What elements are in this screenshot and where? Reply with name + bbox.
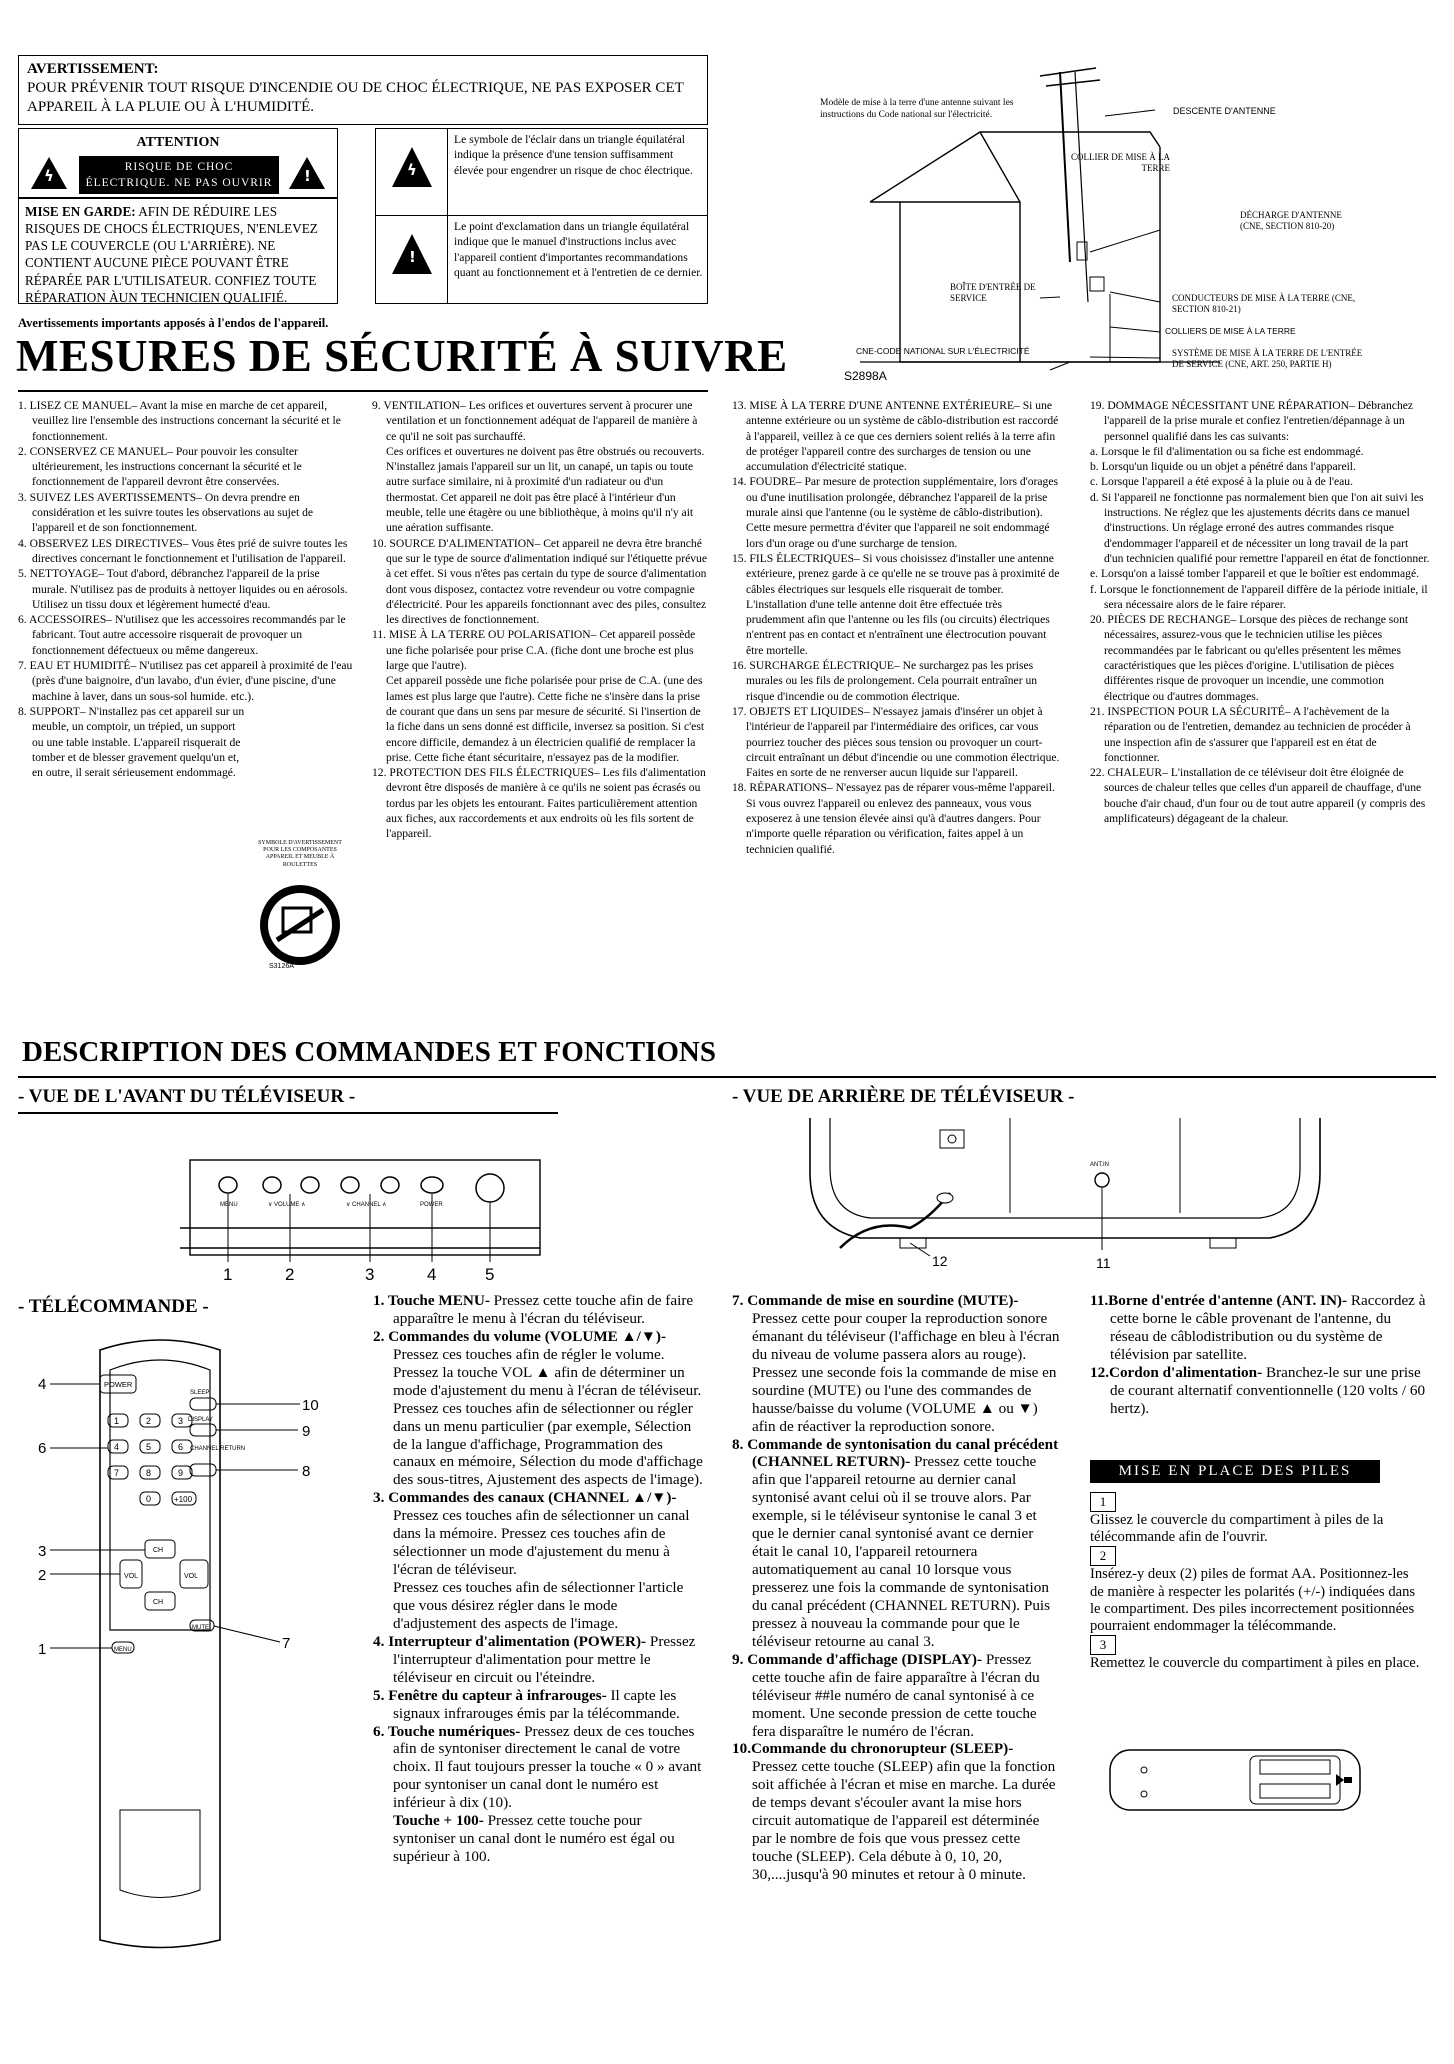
- safety-subitem: f. Lorsque le fonctionnement de l'appareil diffère de la période initiale, il sera nécessaire alors de le faire réparer.: [1090, 582, 1428, 611]
- step-2-text: Insérez-y deux (2) piles de format AA. Positionnez-les de manière à respecter les polarités (+/-) indiquées dans le compartiment. Des piles incorrectement positionnées pourraient endommager la télécommande.: [1090, 1566, 1416, 1635]
- callout-1: 1: [223, 1265, 233, 1284]
- symbols-box: [375, 128, 708, 304]
- callout-4: 4: [427, 1265, 437, 1284]
- item-title: 5. Fenêtre du capteur à infrarouges-: [373, 1686, 607, 1704]
- item-title: 1. Touche MENU-: [373, 1292, 490, 1309]
- safety-subitem: b. Lorsqu'un liquide ou un objet a pénétré dans l'appareil.: [1090, 460, 1356, 474]
- remote-sleep-button[interactable]: [190, 1398, 216, 1410]
- safety-column-3: [732, 398, 1062, 857]
- item-desc: Pressez cette touche pour syntoniser un canal dont le numéro est égal ou supérieur à 100.: [393, 1812, 675, 1866]
- safety-column-4: [1090, 398, 1430, 826]
- mise-en-garde: [25, 203, 331, 306]
- ant-in-jack[interactable]: [1095, 1173, 1109, 1187]
- remote-power-label: POWER: [104, 1380, 133, 1389]
- remote-control-diagram: [30, 1330, 350, 1960]
- key-2: 2: [146, 1416, 152, 1426]
- volume-down-button[interactable]: [263, 1177, 281, 1193]
- conducteurs-text: CONDUCTEURS DE MISE À LA TERRE (CNE, SECTION 810-21): [1172, 293, 1356, 314]
- safety-subitem: d. Si l'appareil ne fonctionne pas normalement bien que l'on ait suivi les instructions. Ne réglez que les ajustements décrits dans ce manuel d'instructions. Un réglage erroné des autres commandes risque d'endommager l'appareil et de nécessiter un long travail de la part d'un technicien qualifié pour remettre l'appareil en état de fonctionner.: [1090, 490, 1430, 565]
- safety-item: 14. FOUDRE– Par mesure de protection supplémentaire, lors d'orages ou d'une inutilisation prolongée, débranchez l'appareil de la prise murale ainsi que l'antenne (ou le système de câblo-distribution). Cette mesure permettra d'éviter que l'appareil ne soit endommagé lors d'un orage ou d'une surcharge de tension.: [732, 475, 1058, 550]
- remote-callout-9: 9: [302, 1423, 311, 1440]
- menu-button[interactable]: [219, 1177, 237, 1193]
- endos-note: Avertissements importants apposés à l'endos de l'appareil.: [18, 316, 329, 330]
- callout-11: 11: [1096, 1255, 1111, 1271]
- channel-down-button[interactable]: [341, 1177, 359, 1193]
- ir-sensor-icon: [476, 1174, 504, 1202]
- systeme-text: SYSTÈME DE MISE À LA TERRE DE L'ENTRÉE DE SERVICE (CNE, ART. 250, PARTIE H): [1172, 348, 1363, 369]
- key-1: 1: [114, 1416, 120, 1426]
- functions-column-3: [1090, 1292, 1430, 1418]
- functions-column-2: [732, 1292, 1062, 1884]
- boite-text: BOÎTE D'ENTRÉE DE SERVICE: [950, 282, 1036, 303]
- safety-item: 12. PROTECTION DES FILS ÉLECTRIQUES– Les fils d'alimentation devront être disposés de manière à ce qu'ils ne soient pas écrasés ou tordus par les objets les entourant. Faites particulièrement attention aux fiches, aux raccordements et aux endroits où les fils sortent de l'appareil.: [372, 766, 706, 841]
- tv-front-panel: [180, 1150, 560, 1300]
- item-desc: Pressez cette pour couper la reproduction sonore émanant du téléviseur (l'affichage en bleu à l'écran du niveau de volume passera alors au rouge). Pressez une seconde fois la commande de mise en sourdine (MUTE) ou l'une des commandes de hausse/baisse du volume (VOLUME ▲ ou ▼) afin de réactiver la reproduction sonore.: [752, 1309, 1060, 1435]
- safety-item: 18. RÉPARATIONS– N'essayez pas de réparer vous-même l'appareil. Si vous ouvrez l'appareil ou enlevez des panneaux, vous vous exposerez à une tension élevée ainsi qu'à d'autres dangers. Pour n'importe quelle réparation ou vérification, faites appel à un technicien qualifié.: [732, 781, 1055, 856]
- remote-callout-6: 6: [38, 1440, 47, 1457]
- colliers-label: COLLIERS DE MISE À LA TERRE: [1165, 326, 1296, 336]
- key-4: 4: [114, 1442, 120, 1452]
- remote-title: - TÉLÉCOMMANDE -: [18, 1296, 209, 1317]
- callout-5: 5: [485, 1265, 495, 1284]
- diagram-code: S2898A: [844, 369, 887, 383]
- battery-remote-icon: [1100, 1740, 1380, 1830]
- safety-subitem: e. Lorsqu'on a laissé tomber l'appareil et que le boîtier est endommagé.: [1090, 567, 1420, 581]
- remote-callout-2: 2: [38, 1567, 47, 1584]
- safety-item: 10. SOURCE D'ALIMENTATION– Cet appareil ne devra être branché que sur le type de source d'alimentation indiqué sur l'étiquette prévue à cet effet. Si vous n'êtes pas certain du type de source d'alimentation dont vous disposez, contactez votre revendeur ou votre compagnie d'électricité. Pour les appareils fonctionnant avec des piles, consultez les directives de fonctionnement.: [372, 536, 707, 627]
- power-cord: [840, 1193, 950, 1248]
- exclamation-icon: !: [392, 234, 432, 274]
- item-title: 3. Commandes des canaux (CHANNEL ▲/▼)-: [373, 1489, 677, 1507]
- safety-item: 17. OBJETS ET LIQUIDES– N'essayez jamais d'insérer un objet à l'intérieur de l'appareil par l'intermédiaire des orifices, car vous pourriez toucher des pièces sous tension ou provoquer un court-circuit entraînant un début d'incendie ou une commotion électrique. Faites en sorte de ne renverser aucun liquide sur l'appareil.: [732, 704, 1060, 780]
- banner-line-2: ÉLECTRIQUE. NE PAS OUVRIR: [85, 177, 273, 190]
- item-desc: Pressez cette touche (SLEEP) afin que la fonction soit affichée à l'écran et mise en marche. La durée de temps devant s'écouler avant la mise hors circuit automatique de l'appareil est déterminée par le nombre de fois que vous pressez cette touche (SLEEP). Cela débute à 0, 10, 20, 30,....jusqu'à 90 minutes et retour à 0 minute.: [752, 1758, 1056, 1883]
- item-title: 9. Commande d'affichage (DISPLAY)-: [732, 1650, 983, 1668]
- safety-item-cont: L'installation d'une telle antenne doit être effectuée très prudemment afin que l'antenne ou les fils (ou circuits) électriques n'entrent pas en contact et n'entraînent une électrocution pouvant être mortelle.: [746, 597, 1050, 657]
- safety-item: 4. OBSERVEZ LES DIRECTIVES– Vous êtes prié de suivre toutes les directives concernant le fonctionnement et l'utilisation de l'appareil.: [18, 536, 348, 565]
- channel-label: ∨ CHANNEL ∧: [346, 1202, 387, 1208]
- vol-up-label: VOL: [184, 1573, 199, 1580]
- item-title: 7. Commande de mise en sourdine (MUTE)-: [732, 1292, 1019, 1309]
- ant-in-label: ANT.IN: [1090, 1162, 1110, 1168]
- remote-sleep-label: SLEEP: [190, 1390, 210, 1396]
- lightning-icon: ϟ: [392, 147, 432, 187]
- remote-menu-label: MENU: [114, 1647, 132, 1653]
- remote-mute-label: MUTE: [192, 1625, 209, 1631]
- item-title: 6. Touche numériques-: [373, 1722, 521, 1740]
- step-3-badge: 3: [1090, 1635, 1116, 1655]
- remote-display-label: DISPLAY: [188, 1417, 213, 1423]
- remote-callout-10: 10: [302, 1397, 319, 1414]
- menu-label: MENU: [220, 1202, 238, 1208]
- key-7: 7: [114, 1468, 120, 1478]
- step-2-badge: 2: [1090, 1546, 1116, 1566]
- key-9: 9: [178, 1468, 184, 1478]
- remote-callout-7: 7: [282, 1635, 291, 1652]
- safety-item: 21. INSPECTION POUR LA SÉCURITÉ– A l'achèvement de la réparation ou de l'entretien, demandez au technicien de procéder à une inspection afin de s'assurer que l'appareil est en état de fonctionner.: [1090, 704, 1411, 764]
- safety-item: 13. MISE À LA TERRE D'UNE ANTENNE EXTÉRIEURE– Si une antenne extérieure ou un système de câblo-distribution est raccordé à l'appareil, veillez à ce que ces derniers soient reliés à la terre afin de protéger l'appareil contre des surcharges de tension ou une accumulation d'électricité statique.: [732, 399, 1059, 474]
- remote-callout-1: 1: [38, 1641, 47, 1658]
- channel-return-label: CHANNEL RETURN: [190, 1446, 246, 1452]
- item-title: 11.Borne d'entrée d'antenne (ANT. IN)-: [1090, 1292, 1348, 1309]
- warning-text: POUR PRÉVENIR TOUT RISQUE D'INCENDIE OU DE CHOC ÉLECTRIQUE, NE PAS EXPOSER CET APPAREIL À LA PLUIE OU À L'HUMIDITÉ.: [27, 79, 684, 115]
- functions-column-1: [373, 1292, 703, 1866]
- exclamation-text: Le point d'exclamation dans un triangle équilatéral indique que le manuel d'instructions inclus avec l'appareil contient d'importantes recommandations quant au fonctionnement et à l'entretien de ce dernier.: [454, 220, 703, 279]
- cart-warning-icon: [255, 880, 345, 970]
- remote-display-button[interactable]: [190, 1424, 216, 1436]
- step-1-text: Glissez le couvercle du compartiment à piles de la télécommande afin de l'ouvrir.: [1090, 1512, 1384, 1546]
- safety-item: 9. VENTILATION– Les orifices et ouvertures servent à procurer une ventilation et un fonctionnement adéquat de l'appareil de manière à ce qu'il ne soit pas surchauffé.: [372, 399, 698, 443]
- item-cont: Pressez la touche VOL ▲ afin de déterminer un mode d'ajustement du menu à l'écran de téléviseur.: [393, 1363, 702, 1399]
- item-desc: Pressez cette touche afin de faire apparaître à l'écran du téléviseur ##le numéro de canal syntonisé à ce moment. Une seconde pression de cette touche fera disparaître le numéro de l'écran.: [752, 1650, 1040, 1740]
- antenna-caption: Modèle de mise à la terre d'une antenne suivant les instructions du Code national sur l'électricité.: [820, 98, 1014, 120]
- tv-rear-view: [790, 1118, 1350, 1278]
- lightning-symbol-row: [376, 129, 707, 216]
- piles-steps: [1090, 1492, 1420, 1673]
- remote-callout-8: 8: [302, 1463, 311, 1480]
- cart-symbol-caption: SYMBOLE D'AVERTISSEMENT POUR LES COMPOSANTES APPAREIL ET MEUBLE À ROULETTES: [258, 840, 342, 868]
- remote-callout-3: 3: [38, 1543, 47, 1560]
- rear-view-title: - VUE DE ARRIÈRE DE TÉLÉVISEUR -: [732, 1086, 1075, 1107]
- item-title: Touche + 100-: [393, 1812, 484, 1830]
- safety-item: 19. DOMMAGE NÉCESSITANT UNE RÉPARATION– Débranchez l'appareil de la prise murale et confiez l'entretien/dépannage à un personnel qualifié dans les cas suivants:: [1090, 399, 1414, 443]
- safety-item: 1. LISEZ CE MANUEL– Avant la mise en marche de cet appareil, veuillez lire l'ensemble des instructions concernant la sécurité et le fonctionnement.: [18, 399, 341, 443]
- ch-up-label: CH: [153, 1547, 164, 1554]
- safety-item: 15. FILS ÉLECTRIQUES– Si vous choisissez d'installer une antenne extérieure, prenez garde à ce qu'elle ne se trouve pas à proximité de câbles électriques sur lesquels elle risquerait de tomber.: [732, 551, 1060, 596]
- callout-12: 12: [932, 1253, 948, 1269]
- attention-box: [18, 128, 338, 304]
- volume-up-button[interactable]: [301, 1177, 319, 1193]
- item-title: 12.Cordon d'alimentation-: [1090, 1363, 1263, 1381]
- safety-column-2: [372, 398, 707, 842]
- warning-title: AVERTISSEMENT:: [27, 61, 159, 77]
- callout-2: 2: [285, 1265, 295, 1284]
- collier-text: COLLIER DE MISE À LA TERRE: [1071, 152, 1170, 173]
- safety-item-cont: Cet appareil possède une fiche polarisée pour prise de C.A. (une des lames est plus large que l'autre). Cette fiche ne s'insère dans la prise de courant que dans un sens par mesure de sécurité. Si l'insertion de la fiche dans un sens donné est difficile, inversez sa position. Si c'est encore difficile, demandez à un électricien qualifié de remplacer la prise. Cette fiche étant sécuritaire, n'essayez pas de la modifier.: [386, 674, 705, 764]
- item-title: 2. Commandes du volume (VOLUME ▲/▼)-: [373, 1327, 667, 1345]
- item-desc: Raccordez à cette borne le câble provenant de l'antenne, du réseau de câblodistribution ou du système de télévision par satellite.: [1110, 1292, 1426, 1363]
- step-3-text: Remettez le couvercle du compartiment à piles en place.: [1090, 1655, 1420, 1672]
- item-desc: Pressez ces touches afin de régler le volume.: [393, 1345, 665, 1363]
- safety-subitem: c. Lorsque l'appareil a été exposé à la pluie ou à de l'eau.: [1090, 475, 1353, 489]
- attention-black-banner: [79, 156, 279, 194]
- mise-label: MISE EN GARDE:: [25, 204, 136, 219]
- key-8: 8: [146, 1468, 152, 1478]
- front-view-title: - VUE DE L'AVANT DU TÉLÉVISEUR -: [18, 1086, 356, 1107]
- key-100: +100: [174, 1495, 193, 1504]
- safety-item: 7. EAU ET HUMIDITÉ– N'utilisez pas cet appareil à proximité de l'eau (près d'une baignoire, d'un lavabo, d'un évier, d'une piscine, d'une machine à laver, dans un sous-sol humide. etc.).: [18, 659, 353, 703]
- cart-code: S3126A: [269, 963, 294, 970]
- lightning-text: Le symbole de l'éclair dans un triangle équilatéral indique la présence d'une tension suffisamment élevée pour engendrer un risque de choc électrique.: [454, 133, 693, 177]
- power-button[interactable]: [421, 1177, 443, 1193]
- banner-line-1: RISQUE DE CHOC: [124, 161, 234, 173]
- safety-item: 6. ACCESSOIRES– N'utilisez que les accessoires recommandés par le fabricant. Tout autre accessoire risquerait de provoquer un fonctionnement défectueux ou même dangereux.: [18, 613, 346, 657]
- item-cont: Pressez ces touches afin de sélectionner l'article que vous désirez régler dans le mode d'adjustement des aspects de l'image.: [393, 1579, 684, 1632]
- key-6: 6: [178, 1442, 184, 1452]
- lightning-triangle-icon: ϟ: [31, 157, 67, 189]
- step-1-badge: 1: [1090, 1492, 1116, 1512]
- decharge-text: DÉCHARGE D'ANTENNE (CNE, SECTION 810-20): [1240, 210, 1342, 231]
- item-desc: Pressez ces touches afin de sélectionner un canal dans la mémoire. Pressez ces touches afin de sélectionner un mode d'ajustement du menu à l'écran de téléviseur.: [393, 1507, 690, 1579]
- safety-item: 8. SUPPORT– N'installez pas cet appareil sur un meuble, un comptoir, un trépied, un support ou une table instable. L'appareil risquerait de tomber et de blesser gravement quelqu'un et, en outre, il serait sérieusement endommagé.: [18, 704, 245, 780]
- safety-column-1: [18, 398, 353, 780]
- item-desc: Il capte les signaux infrarouges émis par la télécommande.: [393, 1686, 680, 1722]
- safety-item: 5. NETTOYAGE– Tout d'abord, débranchez l'appareil de la prise murale. N'utilisez pas de produits à nettoyer liquides ou en aérosols. Utilisez un tissu doux et légèrement humecté d'eau.: [18, 567, 348, 611]
- piles-title: MISE EN PLACE DES PILES: [1090, 1460, 1380, 1483]
- descente-label: DESCENTE D'ANTENNE: [1173, 106, 1276, 116]
- safety-item: 22. CHALEUR– L'installation de ce téléviseur doit être éloignée de sources de chaleur telles que celles d'un appareil de chauffage, d'une bouche d'air chaud, d'un four ou de tout autre appareil (y compris des amplificateurs) dégageant de la chaleur.: [1090, 766, 1426, 826]
- safety-item: 2. CONSERVEZ CE MANUEL– Pour pouvoir les consulter ultérieurement, les instructions concernant la sécurité et le fonctionnement de l'appareil devront être conservées.: [18, 444, 302, 489]
- safety-item: 20. PIÈCES DE RECHANGE– Lorsque des pièces de rechange sont nécessaires, assurez-vous que le technicien utilise les pièces recommandées par le fabricant ou qu'elles présentent les mêmes caractéristiques que les pièces d'origine. L'utilisation de pièces différentes risque de provoquer un incendie, une commotion électrique ou d'autres dommages.: [1090, 613, 1409, 703]
- item-title: 8. Commande de syntonisation du canal précédent (CHANNEL RETURN)-: [732, 1435, 1059, 1471]
- key-5: 5: [146, 1442, 152, 1452]
- item-desc: Pressez cette touche afin que l'appareil retourne au dernier canal syntonisé avant celui où il se trouve alors. Par exemple, si le téléviseur syntonise le canal 3 et que le dernier canal syntonisé avant ce dernier était le canal 10, l'appareil retournera automatiquement au canal 10 lorsque vous presserez une fois la commande de syntonisation du canal précédent (CHANNEL RETURN). Puis pressez à nouveau la commande pour que le téléviseur retourne au canal 3.: [752, 1453, 1051, 1650]
- key-3: 3: [178, 1416, 184, 1426]
- warning-box: [18, 55, 708, 125]
- item-title: 4. Interrupteur d'alimentation (POWER)-: [373, 1632, 647, 1650]
- description-title: DESCRIPTION DES COMMANDES ET FONCTIONS: [22, 1036, 716, 1068]
- mise-text: AFIN DE RÉDUIRE LES RISQUES DE CHOCS ÉLECTRIQUES, N'ENLEVEZ PAS LE COUVERCLE (OU L'ARRIÈRE). NE CONTIENT AUCUNE PIÈCE POUVANT ÊTRE RÉPARÉE PAR L'UTILISATEUR. CONFIEZ TOUTE RÉPARATION ÀUN TECHNICIEN QUALIFIÉ.: [25, 204, 318, 305]
- piles-section: [1090, 1460, 1380, 1483]
- safety-item-cont: Ces orifices et ouvertures ne doivent pas être obstrués ou recouverts.: [386, 444, 705, 458]
- safety-item-cont: N'installez jamais l'appareil sur un lit, un canapé, un tapis ou toute autre surface similaire, ni à proximité d'un radiateur ou d'un thermostat. Cet appareil ne doit pas être placé à l'intérieur d'un meuble, telle une étagère ou une bibliothèque, à moins qu'il n'y ait une aération suffisante.: [386, 460, 694, 535]
- attention-title: ATTENTION: [136, 135, 220, 150]
- keypad: [108, 1414, 196, 1505]
- item-cont: Pressez ces touches afin de sélectionner ou régler dans un menu particulier (par exemple, Sélection de la langue d'affichage, Programmation des canaux en mémoire, Sélection du mode d'affichage des sous-titres, Ajustement des aspects de l'image).: [393, 1399, 703, 1489]
- item-title: 10.Commande du chronorupteur (SLEEP)-: [732, 1740, 1014, 1758]
- exclamation-triangle-icon: !: [289, 157, 325, 189]
- item-desc: Branchez-le sur une prise de courant alternatif conventionnelle (120 volts / 60 hertz).: [1110, 1363, 1426, 1417]
- channel-up-button[interactable]: [381, 1177, 399, 1193]
- volume-label: ∨ VOLUME ∧: [268, 1202, 306, 1208]
- power-label: POWER: [420, 1202, 443, 1208]
- item-desc: Pressez deux de ces touches afin de syntoniser directement le canal de votre choix. Il faut toujours presser la touche « 0 » avant pour syntoniser un canal dont le numéro est inférieur à dix (10).: [393, 1722, 702, 1812]
- ch-down-label: CH: [153, 1599, 164, 1606]
- cne-label: CNE-CODE NATIONAL SUR L'ÉLECTRICITÉ: [856, 346, 1030, 356]
- item-desc: Pressez cette touche afin de faire apparaître le menu à l'écran du téléviseur.: [393, 1292, 694, 1327]
- safety-subitem: a. Lorsque le fil d'alimentation ou sa fiche est endommagé.: [1090, 444, 1364, 458]
- main-title: MESURES DE SÉCURITÉ À SUIVRE: [16, 331, 788, 381]
- item-desc: Pressez l'interrupteur d'alimentation pour mettre le téléviseur en circuit ou l'éteindre.: [393, 1632, 696, 1686]
- remote-callout-4: 4: [38, 1376, 47, 1393]
- key-0: 0: [146, 1494, 152, 1504]
- safety-item: 16. SURCHARGE ÉLECTRIQUE– Ne surchargez pas les prises murales ou les fils de prolongement. Cela pourrait entraîner un risque d'incendie ou de commotion électrique.: [732, 659, 1038, 703]
- safety-item: 3. SUIVEZ LES AVERTISSEMENTS– On devra prendre en considération et les suivre toutes les observations au sujet de l'appareil et de son fonctionnement.: [18, 490, 314, 535]
- callout-3: 3: [365, 1265, 375, 1284]
- channel-return-button[interactable]: [190, 1464, 216, 1476]
- exclamation-symbol-row: [376, 216, 707, 303]
- safety-item: 11. MISE À LA TERRE OU POLARISATION– Cet appareil possède une fiche polarisée pour prise C.A. (fiche dont une broche est plus large que l'autre).: [372, 628, 696, 673]
- vol-down-label: VOL: [124, 1573, 139, 1580]
